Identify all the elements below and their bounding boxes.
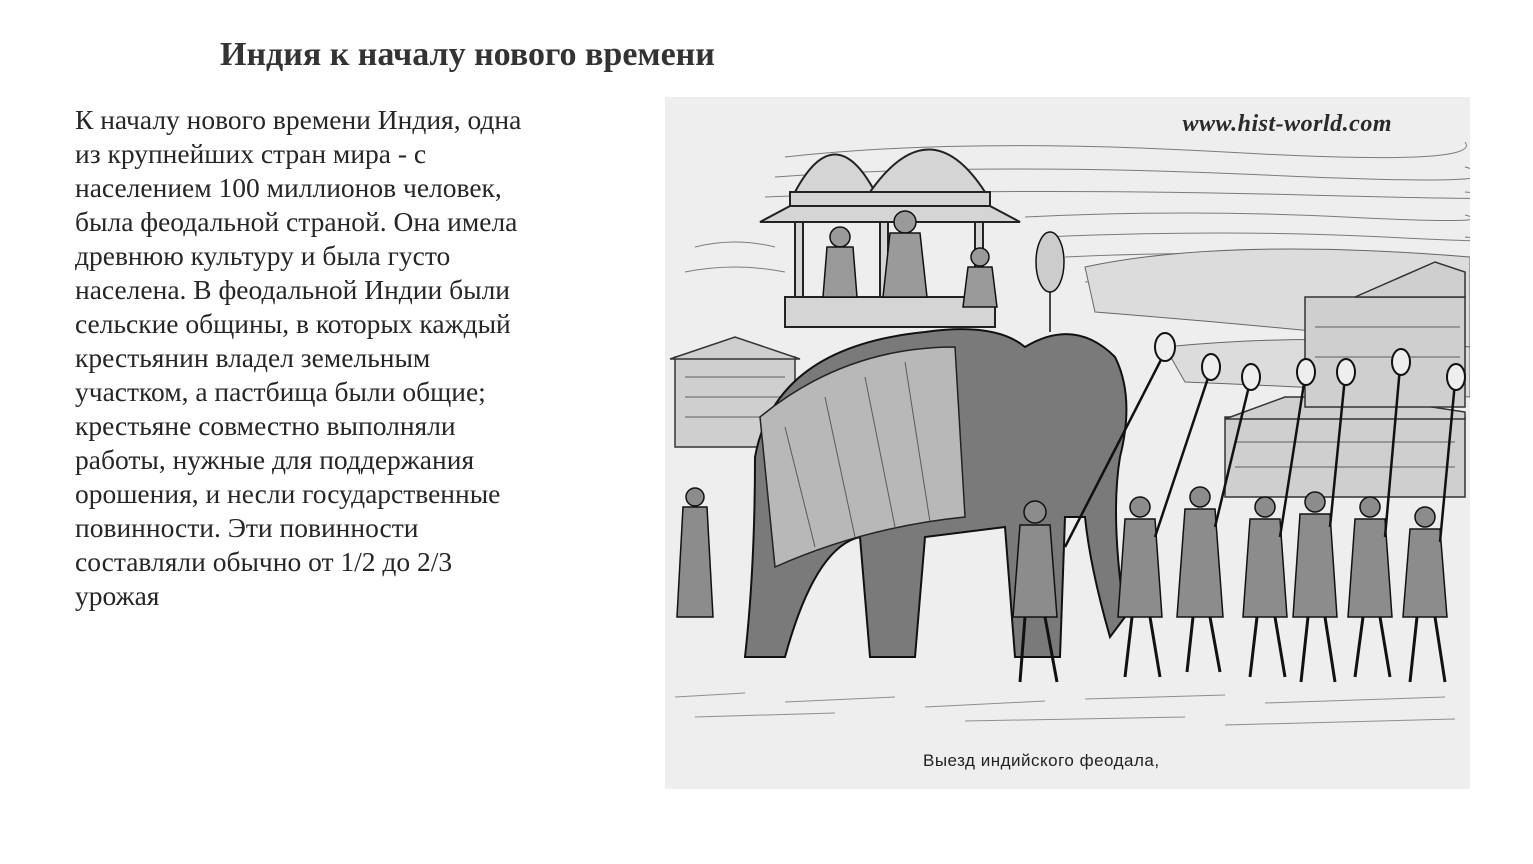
body-line: орошения, и несли государственные xyxy=(75,478,501,509)
body-line: участком, а пастбища были общие; xyxy=(75,376,486,407)
body-line: урожая xyxy=(75,580,160,611)
body-line: населением 100 миллионов человек, xyxy=(75,172,502,203)
body-line: населена. В феодальной Индии были xyxy=(75,274,511,305)
body-line: К началу нового времени Индия, одна xyxy=(75,104,522,135)
body-line: древнюю культуру и была густо xyxy=(75,240,451,271)
slide-title: Индия к началу нового времени xyxy=(220,36,715,73)
body-line: сельские общины, в которых каждый xyxy=(75,308,511,339)
body-line: была феодальной страной. Она имела xyxy=(75,206,518,237)
body-text xyxy=(75,103,635,613)
body-line: работы, нужные для поддержания xyxy=(75,444,475,475)
body-line: повинности. Эти повинности xyxy=(75,512,419,543)
body-line: крестьянин владел земельным xyxy=(75,342,431,373)
engraving-figure xyxy=(665,97,1470,789)
watermark-text: www.hist-world.com xyxy=(1182,111,1392,137)
body-line: из крупнейших стран мира - с xyxy=(75,138,427,169)
engraving-illustration xyxy=(665,97,1470,789)
body-line: крестьяне совместно выполняли xyxy=(75,410,456,441)
body-line: составляли обычно от 1/2 до 2/3 xyxy=(75,546,453,577)
figure-caption: Выезд индийского феодала, xyxy=(923,751,1160,770)
